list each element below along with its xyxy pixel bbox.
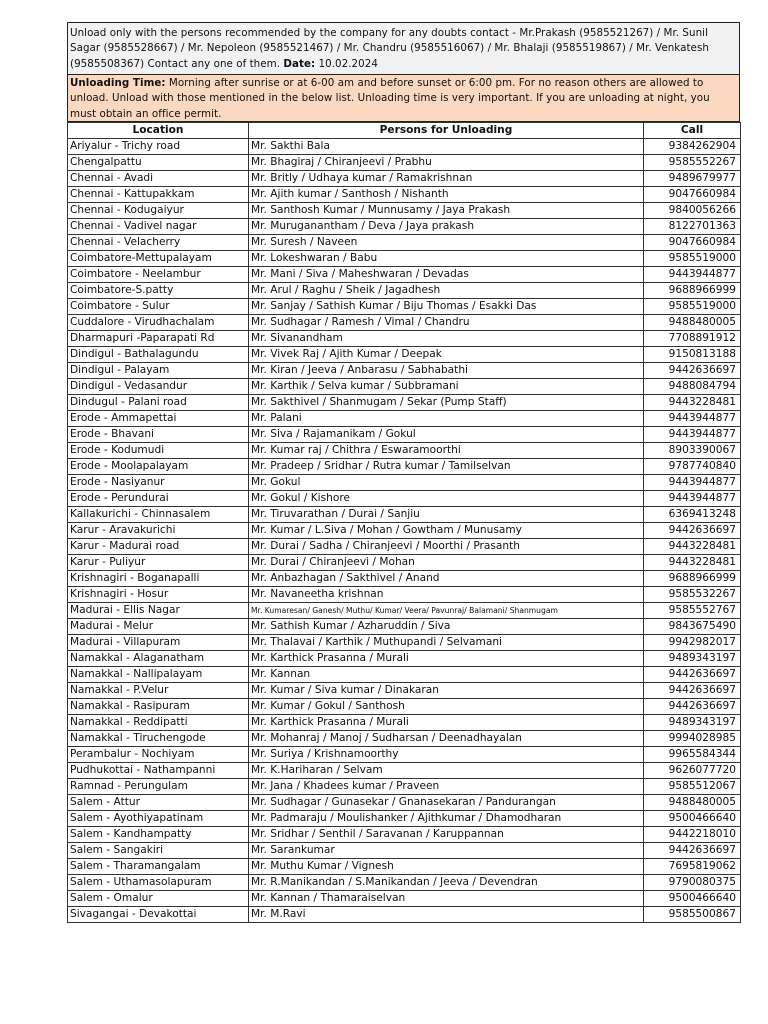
location-cell: Coimbatore - Neelambur — [68, 267, 249, 283]
table-row — [68, 859, 741, 875]
table-row — [68, 715, 741, 731]
table-header-row — [68, 123, 741, 139]
persons-cell: Mr. Sathish Kumar / Azharuddin / Siva — [249, 619, 644, 635]
persons-cell: Mr. Thalavai / Karthik / Muthupandi / Selvamani — [249, 635, 644, 651]
table-row — [68, 779, 741, 795]
table-row — [68, 171, 741, 187]
persons-cell: Mr. Lokeshwaran / Babu — [249, 251, 644, 267]
persons-cell: Mr. Vivek Raj / Ajith Kumar / Deepak — [249, 347, 644, 363]
call-cell: 9489343197 — [644, 651, 741, 667]
location-cell: Salem - Tharamangalam — [68, 859, 249, 875]
location-cell: Salem - Sangakiri — [68, 843, 249, 859]
persons-cell: Mr. Sakthi Bala — [249, 139, 644, 155]
location-cell: Cuddalore - Virudhachalam — [68, 315, 249, 331]
call-cell: 9626077720 — [644, 763, 741, 779]
location-cell: Chennai - Kodugaiyur — [68, 203, 249, 219]
call-cell: 9688966999 — [644, 571, 741, 587]
table-row — [68, 699, 741, 715]
table-row — [68, 411, 741, 427]
call-cell: 9442636697 — [644, 843, 741, 859]
table-row — [68, 315, 741, 331]
table-row — [68, 283, 741, 299]
persons-cell: Mr. Gokul / Kishore — [249, 491, 644, 507]
call-cell: 9840056266 — [644, 203, 741, 219]
location-cell: Karur - Madurai road — [68, 539, 249, 555]
unloading-sheet — [67, 22, 740, 923]
location-cell: Pudhukottai - Nathampanni — [68, 763, 249, 779]
table-row — [68, 603, 741, 619]
persons-cell: Mr. Sudhagar / Ramesh / Vimal / Chandru — [249, 315, 644, 331]
location-cell: Krishnagiri - Hosur — [68, 587, 249, 603]
persons-cell: Mr. Tiruvarathan / Durai / Sanjiu — [249, 507, 644, 523]
location-cell: Krishnagiri - Boganapalli — [68, 571, 249, 587]
location-cell: Erode - Perundurai — [68, 491, 249, 507]
location-cell: Salem - Kandhampatty — [68, 827, 249, 843]
contact-notice-text: Unload only with the persons recommended by the company for any doubts contact - Mr.Prakash (9585521267) / Mr. Sunil Sagar (9585528667) / Mr. Nepoleon (9585521467) / Mr. Chandru (9585516067) / Mr. Bhalaji (9585519867) / Mr. Venkatesh (9585508367) Contact any one of them. — [70, 27, 709, 70]
location-cell: Madurai - Ellis Nagar — [68, 603, 249, 619]
call-cell: 7708891912 — [644, 331, 741, 347]
call-cell: 9585519000 — [644, 251, 741, 267]
persons-cell: Mr. Sakthivel / Shanmugam / Sekar (Pump Staff) — [249, 395, 644, 411]
persons-cell: Mr. Durai / Sadha / Chiranjeevi / Moorthi / Prasanth — [249, 539, 644, 555]
persons-cell: Mr. M.Ravi — [249, 907, 644, 923]
table-row — [68, 571, 741, 587]
call-cell: 9790080375 — [644, 875, 741, 891]
location-cell: Dindugul - Palani road — [68, 395, 249, 411]
call-cell: 9442636697 — [644, 683, 741, 699]
persons-cell: Mr. Bhagiraj / Chiranjeevi / Prabhu — [249, 155, 644, 171]
location-cell: Chengalpattu — [68, 155, 249, 171]
location-cell: Salem - Attur — [68, 795, 249, 811]
table-row — [68, 731, 741, 747]
location-cell: Erode - Moolapalayam — [68, 459, 249, 475]
persons-cell: Mr. Karthick Prasanna / Murali — [249, 651, 644, 667]
call-cell: 9585552767 — [644, 603, 741, 619]
call-cell: 8903390067 — [644, 443, 741, 459]
location-cell: Chennai - Velacherry — [68, 235, 249, 251]
persons-cell: Mr. Sarankumar — [249, 843, 644, 859]
table-row — [68, 331, 741, 347]
persons-cell: Mr. Sivanandham — [249, 331, 644, 347]
persons-cell: Mr. Karthik / Selva kumar / Subbramani — [249, 379, 644, 395]
call-cell: 9442218010 — [644, 827, 741, 843]
call-cell: 9488084794 — [644, 379, 741, 395]
location-cell: Namakkal - P.Velur — [68, 683, 249, 699]
location-cell: Coimbatore-S.patty — [68, 283, 249, 299]
location-cell: Dindigul - Bathalagundu — [68, 347, 249, 363]
persons-cell: Mr. Sudhagar / Gunasekar / Gnanasekaran / Pandurangan — [249, 795, 644, 811]
call-cell: 9047660984 — [644, 187, 741, 203]
location-cell: Coimbatore-Mettupalayam — [68, 251, 249, 267]
call-cell: 9994028985 — [644, 731, 741, 747]
persons-cell: Mr. Padmaraju / Moulishanker / Ajithkumar / Dhamodharan — [249, 811, 644, 827]
date-label: Date: — [283, 57, 316, 70]
call-cell: 9585500867 — [644, 907, 741, 923]
table-row — [68, 619, 741, 635]
persons-cell: Mr. Kumar raj / Chithra / Eswaramoorthi — [249, 443, 644, 459]
persons-cell: Mr. Kannan / Thamaraiselvan — [249, 891, 644, 907]
table-row — [68, 235, 741, 251]
table-row — [68, 667, 741, 683]
table-row — [68, 523, 741, 539]
call-cell: 9843675490 — [644, 619, 741, 635]
persons-cell: Mr. Kumar / Gokul / Santhosh — [249, 699, 644, 715]
location-cell: Chennai - Kattupakkam — [68, 187, 249, 203]
call-cell: 9688966999 — [644, 283, 741, 299]
call-cell: 9443228481 — [644, 555, 741, 571]
persons-cell: Mr. Kumar / Siva kumar / Dinakaran — [249, 683, 644, 699]
call-cell: 9443944877 — [644, 267, 741, 283]
unloading-time-text: Morning after sunrise or at 6-00 am and before sunset or 6:00 pm. For no reason others are allowed to unload. Unload with those mentioned in the below list. Unloading time is very important. If you are unloading at night, you must obtain an office permit. — [70, 77, 710, 120]
location-cell: Erode - Ammapettai — [68, 411, 249, 427]
contact-notice — [67, 22, 740, 75]
call-cell: 9489679977 — [644, 171, 741, 187]
location-cell: Namakkal - Reddipatti — [68, 715, 249, 731]
location-cell: Dindigul - Palayam — [68, 363, 249, 379]
call-cell: 9585532267 — [644, 587, 741, 603]
table-row — [68, 555, 741, 571]
table-row — [68, 843, 741, 859]
persons-cell: Mr. Muruganantham / Deva / Jaya prakash — [249, 219, 644, 235]
location-cell: Erode - Kodumudi — [68, 443, 249, 459]
header-persons: Persons for Unloading — [249, 123, 644, 139]
persons-cell: Mr. Karthick Prasanna / Murali — [249, 715, 644, 731]
table-row — [68, 395, 741, 411]
unloading-table — [67, 122, 741, 923]
call-cell: 9500466640 — [644, 891, 741, 907]
table-row — [68, 811, 741, 827]
call-cell: 9489343197 — [644, 715, 741, 731]
persons-cell: Mr. Siva / Rajamanikam / Gokul — [249, 427, 644, 443]
unloading-time-label: Unloading Time: — [70, 77, 166, 89]
persons-cell: Mr. Durai / Chiranjeevi / Mohan — [249, 555, 644, 571]
persons-cell: Mr. Arul / Raghu / Sheik / Jagadhesh — [249, 283, 644, 299]
persons-cell: Mr. Suriya / Krishnamoorthy — [249, 747, 644, 763]
persons-cell: Mr. Kannan — [249, 667, 644, 683]
table-row — [68, 251, 741, 267]
call-cell: 8122701363 — [644, 219, 741, 235]
location-cell: Karur - Aravakurichi — [68, 523, 249, 539]
table-row — [68, 491, 741, 507]
persons-cell: Mr. Jana / Khadees kumar / Praveen — [249, 779, 644, 795]
location-cell: Ramnad - Perungulam — [68, 779, 249, 795]
table-row — [68, 267, 741, 283]
location-cell: Perambalur - Nochiyam — [68, 747, 249, 763]
table-row — [68, 907, 741, 923]
location-cell: Sivagangai - Devakottai — [68, 907, 249, 923]
persons-cell: Mr. K.Hariharan / Selvam — [249, 763, 644, 779]
table-row — [68, 459, 741, 475]
table-row — [68, 347, 741, 363]
table-row — [68, 651, 741, 667]
table-row — [68, 539, 741, 555]
location-cell: Salem - Uthamasolapuram — [68, 875, 249, 891]
location-cell: Dharmapuri -Paparapati Rd — [68, 331, 249, 347]
call-cell: 9047660984 — [644, 235, 741, 251]
call-cell: 9942982017 — [644, 635, 741, 651]
call-cell: 9442636697 — [644, 523, 741, 539]
call-cell: 9443944877 — [644, 491, 741, 507]
persons-cell: Mr. Santhosh Kumar / Munnusamy / Jaya Prakash — [249, 203, 644, 219]
call-cell: 9443944877 — [644, 475, 741, 491]
unloading-time-notice — [67, 75, 740, 122]
table-body — [68, 139, 741, 923]
location-cell: Ariyalur - Trichy road — [68, 139, 249, 155]
call-cell: 9442636697 — [644, 363, 741, 379]
location-cell: Salem - Ayothiyapatinam — [68, 811, 249, 827]
table-row — [68, 827, 741, 843]
call-cell: 9443944877 — [644, 411, 741, 427]
table-row — [68, 203, 741, 219]
call-cell: 6369413248 — [644, 507, 741, 523]
table-row — [68, 299, 741, 315]
call-cell: 9442636697 — [644, 699, 741, 715]
persons-cell: Mr. Pradeep / Sridhar / Rutra kumar / Tamilselvan — [249, 459, 644, 475]
table-row — [68, 763, 741, 779]
call-cell: 9488480005 — [644, 795, 741, 811]
table-row — [68, 587, 741, 603]
table-row — [68, 747, 741, 763]
header-call: Call — [644, 123, 741, 139]
table-row — [68, 475, 741, 491]
persons-cell: Mr. Navaneetha krishnan — [249, 587, 644, 603]
persons-cell: Mr. Mani / Siva / Maheshwaran / Devadas — [249, 267, 644, 283]
persons-cell: Mr. Mohanraj / Manoj / Sudharsan / Deenadhayalan — [249, 731, 644, 747]
call-cell: 9488480005 — [644, 315, 741, 331]
call-cell: 9443228481 — [644, 539, 741, 555]
persons-cell: Mr. Britly / Udhaya kumar / Ramakrishnan — [249, 171, 644, 187]
location-cell: Salem - Omalur — [68, 891, 249, 907]
call-cell: 9443228481 — [644, 395, 741, 411]
table-row — [68, 635, 741, 651]
table-row — [68, 379, 741, 395]
location-cell: Namakkal - Nallipalayam — [68, 667, 249, 683]
header-location: Location — [68, 123, 249, 139]
location-cell: Erode - Nasiyanur — [68, 475, 249, 491]
location-cell: Coimbatore - Sulur — [68, 299, 249, 315]
table-row — [68, 795, 741, 811]
call-cell: 9965584344 — [644, 747, 741, 763]
location-cell: Kallakurichi - Chinnasalem — [68, 507, 249, 523]
persons-cell: Mr. Muthu Kumar / Vignesh — [249, 859, 644, 875]
persons-cell: Mr. Gokul — [249, 475, 644, 491]
date-value: 10.02.2024 — [315, 57, 378, 70]
location-cell: Namakkal - Tiruchengode — [68, 731, 249, 747]
persons-cell: Mr. Kiran / Jeeva / Anbarasu / Sabhabathi — [249, 363, 644, 379]
call-cell: 9585512067 — [644, 779, 741, 795]
table-row — [68, 187, 741, 203]
table-row — [68, 155, 741, 171]
table-row — [68, 363, 741, 379]
call-cell: 9585519000 — [644, 299, 741, 315]
persons-cell: Mr. Ajith kumar / Santhosh / Nishanth — [249, 187, 644, 203]
persons-cell: Mr. Palani — [249, 411, 644, 427]
persons-cell: Mr. Sanjay / Sathish Kumar / Biju Thomas / Esakki Das — [249, 299, 644, 315]
call-cell: 7695819062 — [644, 859, 741, 875]
table-row — [68, 507, 741, 523]
location-cell: Karur - Puliyur — [68, 555, 249, 571]
call-cell: 9500466640 — [644, 811, 741, 827]
location-cell: Namakkal - Rasipuram — [68, 699, 249, 715]
table-row — [68, 427, 741, 443]
persons-cell: Mr. Kumaresan/ Ganesh/ Muthu/ Kumar/ Veera/ Pavunraj/ Balamani/ Shanmugam — [249, 603, 644, 619]
call-cell: 9384262904 — [644, 139, 741, 155]
location-cell: Namakkal - Alaganatham — [68, 651, 249, 667]
persons-cell: Mr. Anbazhagan / Sakthivel / Anand — [249, 571, 644, 587]
persons-cell: Mr. R.Manikandan / S.Manikandan / Jeeva / Devendran — [249, 875, 644, 891]
call-cell: 9787740840 — [644, 459, 741, 475]
table-row — [68, 891, 741, 907]
persons-cell: Mr. Kumar / L.Siva / Mohan / Gowtham / Munusamy — [249, 523, 644, 539]
location-cell: Madurai - Melur — [68, 619, 249, 635]
location-cell: Madurai - Villapuram — [68, 635, 249, 651]
location-cell: Erode - Bhavani — [68, 427, 249, 443]
location-cell: Chennai - Vadivel nagar — [68, 219, 249, 235]
table-row — [68, 875, 741, 891]
call-cell: 9442636697 — [644, 667, 741, 683]
call-cell: 9443944877 — [644, 427, 741, 443]
location-cell: Dindigul - Vedasandur — [68, 379, 249, 395]
location-cell: Chennai - Avadi — [68, 171, 249, 187]
persons-cell: Mr. Suresh / Naveen — [249, 235, 644, 251]
table-row — [68, 219, 741, 235]
persons-cell: Mr. Sridhar / Senthil / Saravanan / Karuppannan — [249, 827, 644, 843]
call-cell: 9585552267 — [644, 155, 741, 171]
table-row — [68, 443, 741, 459]
table-row — [68, 139, 741, 155]
table-row — [68, 683, 741, 699]
call-cell: 9150813188 — [644, 347, 741, 363]
